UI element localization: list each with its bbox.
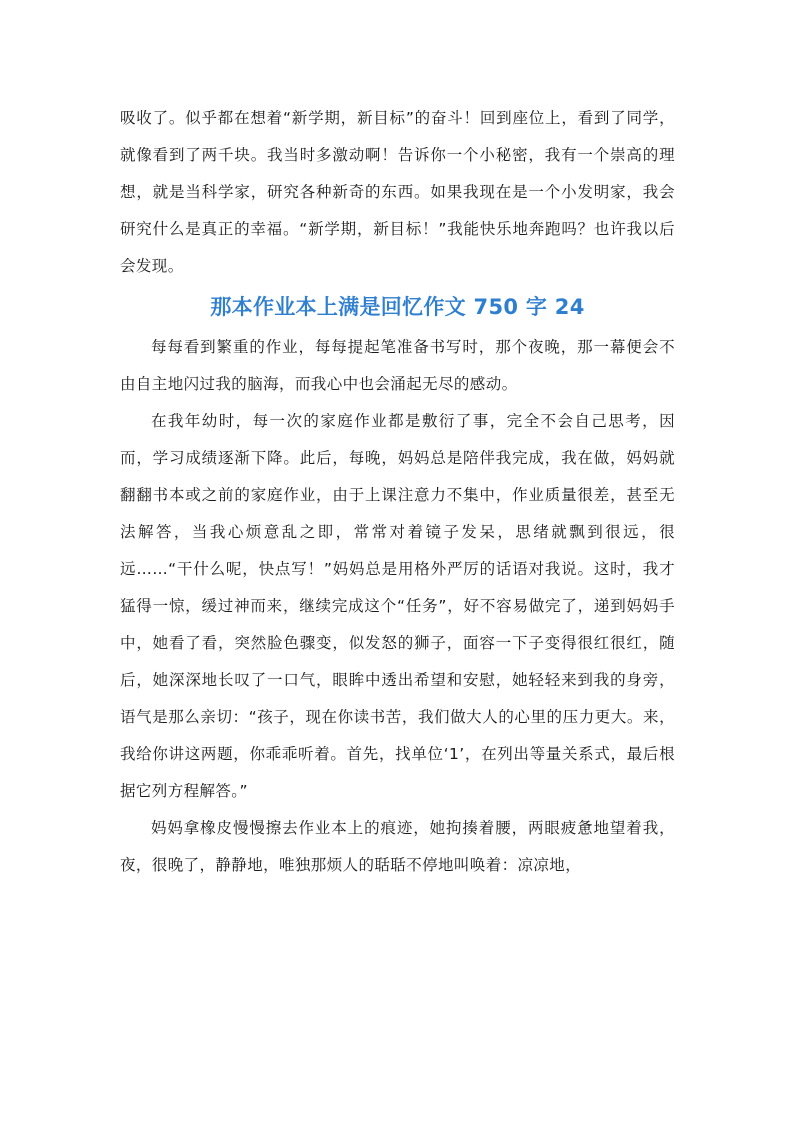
paragraph-3: 妈妈拿橡皮慢慢擦去作业本上的痕迹，她拘揍着腰，两眼疲惫地望着我，夜，很晚了，静静地，唯独那烦人的聒聒不停地叫唤着：凉凉地， [120, 819, 675, 874]
document-body [120, 100, 675, 884]
essay-title: 那本作业本上满是回忆作文 750 字 24 [210, 295, 585, 319]
paragraph-intro: 吸收了。似乎都在想着“新学期，新目标”的奋斗！回到座位上，看到了同学，就像看到了两千块。我当时多激动啊！告诉你一个小秘密，我有一个崇高的理想，就是当科学家，研究各种新奇的东西。如果我现在是一个小发明家，我会研究什么是真正的幸福。“新学期，新目标！”我能快乐地奔跑吗？也许我以后会发现。 [120, 109, 675, 275]
paragraph-1: 每每看到繁重的作业，每每提起笔准备书写时，那个夜晚，那一幕便会不由自主地闪过我的脑海，而我心中也会涌起无尽的感动。 [120, 338, 675, 393]
paragraph-2: 在我年幼时，每一次的家庭作业都是敷衍了事，完全不会自己思考，因而，学习成绩逐渐下降。此后，每晚，妈妈总是陪伴我完成，我在做，妈妈就翻翻书本或之前的家庭作业，由于上课注意力不集中，作业质量很差，甚至无法解答，当我心烦意乱之即，常常对着镜子发呆，思绪就飘到很远，很远……“干什么呢，快点写！”妈妈总是用格外严厉的话语对我说。这时，我才猛得一惊，缓过神而来，继续完成这个“任务”，好不容易做完了，递到妈妈手中，她看了看，突然脸色骤变，似发怒的狮子，面容一下子变得很红很红，随后，她深深地长叹了一口气，眼眸中透出希望和安慰，她轻轻来到我的身旁，语气是那么亲切：“孩子，现在你读书苦，我们做大人的心里的压力更大。来，我给你讲这两题，你乖乖听着。首先，找单位‘1’，在列出等量关系式，最后根据它列方程解答。” [120, 412, 675, 800]
